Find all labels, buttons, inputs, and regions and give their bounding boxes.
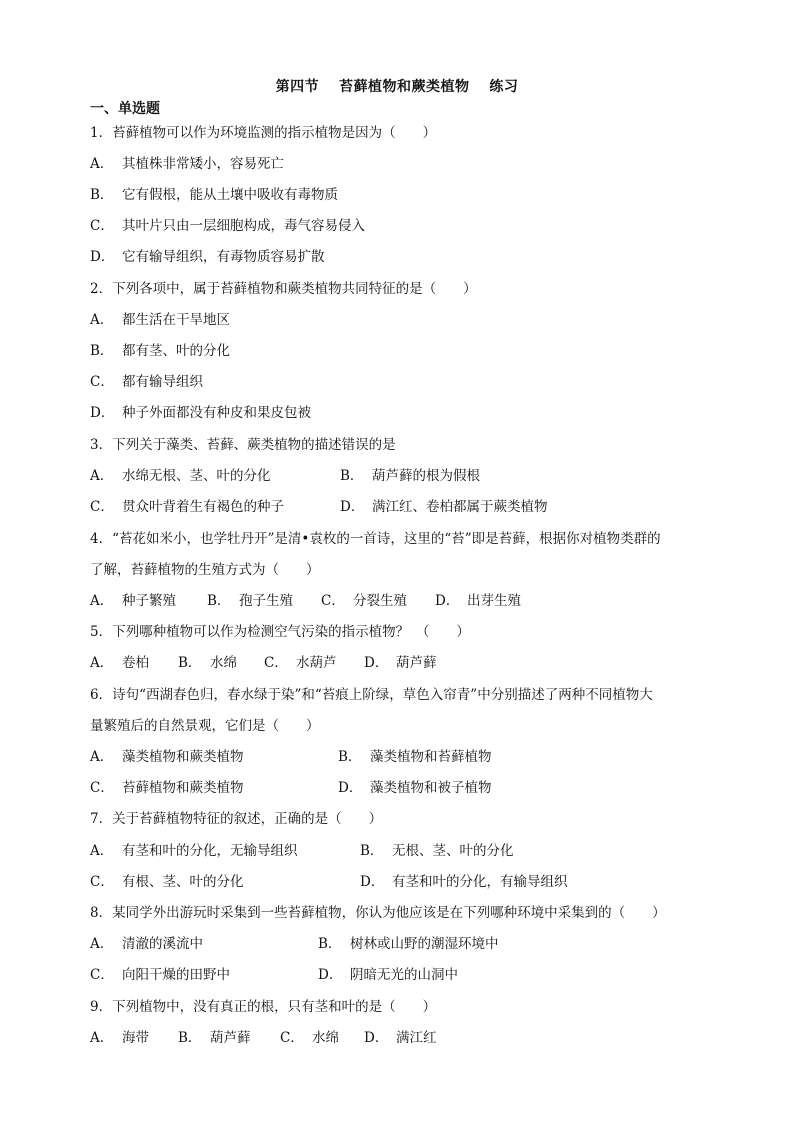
option-label: A． <box>90 655 114 671</box>
question-1-stem: 1．苔藓植物可以作为环境监测的指示植物是因为（ ） <box>90 125 437 141</box>
option-text: 它有输导组织，有毒物质容易扩散 <box>122 249 325 265</box>
option-text: 葫芦藓的根为假根 <box>372 468 480 484</box>
option-text: 都有输导组织 <box>122 374 203 390</box>
option-label: C． <box>90 780 114 796</box>
option-label: A． <box>90 468 114 484</box>
q3-option-a <box>90 467 271 485</box>
option-text: 贯众叶背着生有褐色的种子 <box>122 499 284 515</box>
q8-option-b <box>318 935 499 953</box>
q2-option-c <box>90 373 203 391</box>
option-text: 分裂生殖 <box>353 593 407 609</box>
option-label: B． <box>178 655 202 671</box>
option-label: C． <box>280 1030 304 1046</box>
option-text: 清澈的溪流中 <box>122 936 203 952</box>
option-label: B． <box>338 749 362 765</box>
option-label: C． <box>321 593 345 609</box>
q5-option-a <box>90 654 149 672</box>
q1-option-a <box>90 155 284 173</box>
q7-option-a <box>90 842 298 860</box>
q1-option-c <box>90 217 365 235</box>
page-title <box>0 76 794 96</box>
q4-option-c <box>321 592 407 610</box>
option-text: 葫芦藓 <box>396 655 437 671</box>
section-heading: 一、单选题 <box>90 101 160 117</box>
option-text: 水葫芦 <box>296 655 337 671</box>
option-label: D． <box>340 499 365 515</box>
option-label: D． <box>364 1030 389 1046</box>
option-text: 其叶片只由一层细胞构成，毒气容易侵入 <box>122 218 365 234</box>
option-text: 藻类植物和苔藓植物 <box>370 749 492 765</box>
q7-option-d <box>360 873 568 891</box>
option-label: A． <box>90 843 114 859</box>
question-3-stem: 3．下列关于藻类、苔藓、蕨类植物的描述错误的是 <box>90 437 396 453</box>
option-label: D． <box>90 249 115 265</box>
q8-option-a <box>90 935 203 953</box>
option-text: 都生活在干旱地区 <box>122 312 230 328</box>
question-4-stem-line-2: 了解，苔藓植物的生殖方式为（ ） <box>90 562 320 578</box>
q5-option-d <box>364 654 437 672</box>
option-text: 有茎和叶的分化，无输导组织 <box>122 843 298 859</box>
option-text: 树林或山野的潮湿环境中 <box>350 936 499 952</box>
option-label: D． <box>90 405 115 421</box>
option-text: 其植株非常矮小，容易死亡 <box>122 156 284 172</box>
q9-option-c <box>280 1029 339 1047</box>
option-label: D． <box>338 780 363 796</box>
option-text: 水绵无根、茎、叶的分化 <box>122 468 271 484</box>
option-text: 有茎和叶的分化，有输导组织 <box>392 874 568 890</box>
option-text: 水绵 <box>312 1030 339 1046</box>
option-label: C． <box>90 967 114 983</box>
option-label: C． <box>90 218 114 234</box>
question-5-stem: 5．下列哪种植物可以作为检测空气污染的指示植物？ （ ） <box>90 624 470 640</box>
question-6-stem-line-1: 6．诗句“西湖春色归，春水绿于染”和“苔痕上阶绿，草色入帘青”中分别描述了两种不同植物大 <box>90 687 653 703</box>
question-7-stem: 7．关于苔藓植物特征的叙述，正确的是（ ） <box>90 811 383 827</box>
q9-option-a <box>90 1029 149 1047</box>
option-label: D． <box>435 593 460 609</box>
q9-option-b <box>178 1029 251 1047</box>
q8-option-d <box>318 966 458 984</box>
q4-option-b <box>207 592 293 610</box>
option-text: 阴暗无光的山洞中 <box>350 967 458 983</box>
q6-option-b <box>338 748 492 766</box>
option-label: B． <box>178 1030 202 1046</box>
option-text: 苔藓植物和蕨类植物 <box>122 780 244 796</box>
option-label: B． <box>360 843 384 859</box>
q4-option-a <box>90 592 176 610</box>
option-text: 种子外面都没有种皮和果皮包被 <box>122 405 311 421</box>
option-text: 藻类植物和被子植物 <box>370 780 492 796</box>
q2-option-a <box>90 311 230 329</box>
option-label: A． <box>90 156 114 172</box>
q3-option-b <box>340 467 480 485</box>
option-text: 有根、茎、叶的分化 <box>122 874 244 890</box>
q2-option-b <box>90 342 230 360</box>
question-6-stem-line-2: 量繁殖后的自然景观，它们是（ ） <box>90 718 320 734</box>
option-text: 水绵 <box>210 655 237 671</box>
option-text: 都有茎、叶的分化 <box>122 343 230 359</box>
option-text: 满江红、卷柏都属于蕨类植物 <box>372 499 548 515</box>
option-label: A． <box>90 749 114 765</box>
option-label: A． <box>90 1030 114 1046</box>
option-text: 向阳干燥的田野中 <box>122 967 230 983</box>
option-label: B． <box>90 187 114 203</box>
option-label: D． <box>364 655 389 671</box>
q7-option-c <box>90 873 244 891</box>
q6-option-c <box>90 779 244 797</box>
q1-option-d <box>90 248 325 266</box>
option-text: 无根、茎、叶的分化 <box>392 843 514 859</box>
q5-option-b <box>178 654 237 672</box>
q7-option-b <box>360 842 514 860</box>
option-label: A． <box>90 936 114 952</box>
option-label: B． <box>340 468 364 484</box>
title-section-number: 第四节 <box>275 79 320 95</box>
q1-option-b <box>90 186 338 204</box>
option-label: B． <box>318 936 342 952</box>
q5-option-c <box>264 654 337 672</box>
q2-option-d <box>90 404 311 422</box>
option-text: 海带 <box>122 1030 149 1046</box>
option-label: C． <box>90 374 114 390</box>
q4-option-d <box>435 592 521 610</box>
option-text: 出芽生殖 <box>467 593 521 609</box>
option-text: 孢子生殖 <box>239 593 293 609</box>
option-label: C． <box>90 874 114 890</box>
option-label: C． <box>90 499 114 515</box>
option-text: 藻类植物和蕨类植物 <box>122 749 244 765</box>
option-text: 种子繁殖 <box>122 593 176 609</box>
option-label: A． <box>90 312 114 328</box>
option-label: D． <box>360 874 385 890</box>
q6-option-a <box>90 748 244 766</box>
option-label: B． <box>207 593 231 609</box>
q6-option-d <box>338 779 492 797</box>
option-text: 满江红 <box>396 1030 437 1046</box>
q8-option-c <box>90 966 230 984</box>
option-text: 葫芦藓 <box>210 1030 251 1046</box>
question-9-stem: 9．下列植物中，没有真正的根，只有茎和叶的是（ ） <box>90 999 437 1015</box>
option-text: 卷柏 <box>122 655 149 671</box>
option-label: B． <box>90 343 114 359</box>
q3-option-d <box>340 498 548 516</box>
q9-option-d <box>364 1029 437 1047</box>
title-kind: 练习 <box>489 79 519 95</box>
q3-option-c <box>90 498 284 516</box>
option-label: A． <box>90 593 114 609</box>
option-text: 它有假根，能从土壤中吸收有毒物质 <box>122 187 338 203</box>
title-topic: 苔藓植物和蕨类植物 <box>339 79 470 95</box>
question-2-stem: 2．下列各项中，属于苔藓植物和蕨类植物共同特征的是（ ） <box>90 281 477 297</box>
question-4-stem-line-1: 4．“苔花如米小，也学牡丹开”是清•袁枚的一首诗，这里的“苔”即是苔藓，根据你对植物类群的 <box>90 531 661 547</box>
option-label: D． <box>318 967 343 983</box>
question-8-stem: 8．某同学外出游玩时采集到一些苔藓植物，你认为他应该是在下列哪种环境中采集到的（ ） <box>90 905 666 921</box>
option-label: C． <box>264 655 288 671</box>
